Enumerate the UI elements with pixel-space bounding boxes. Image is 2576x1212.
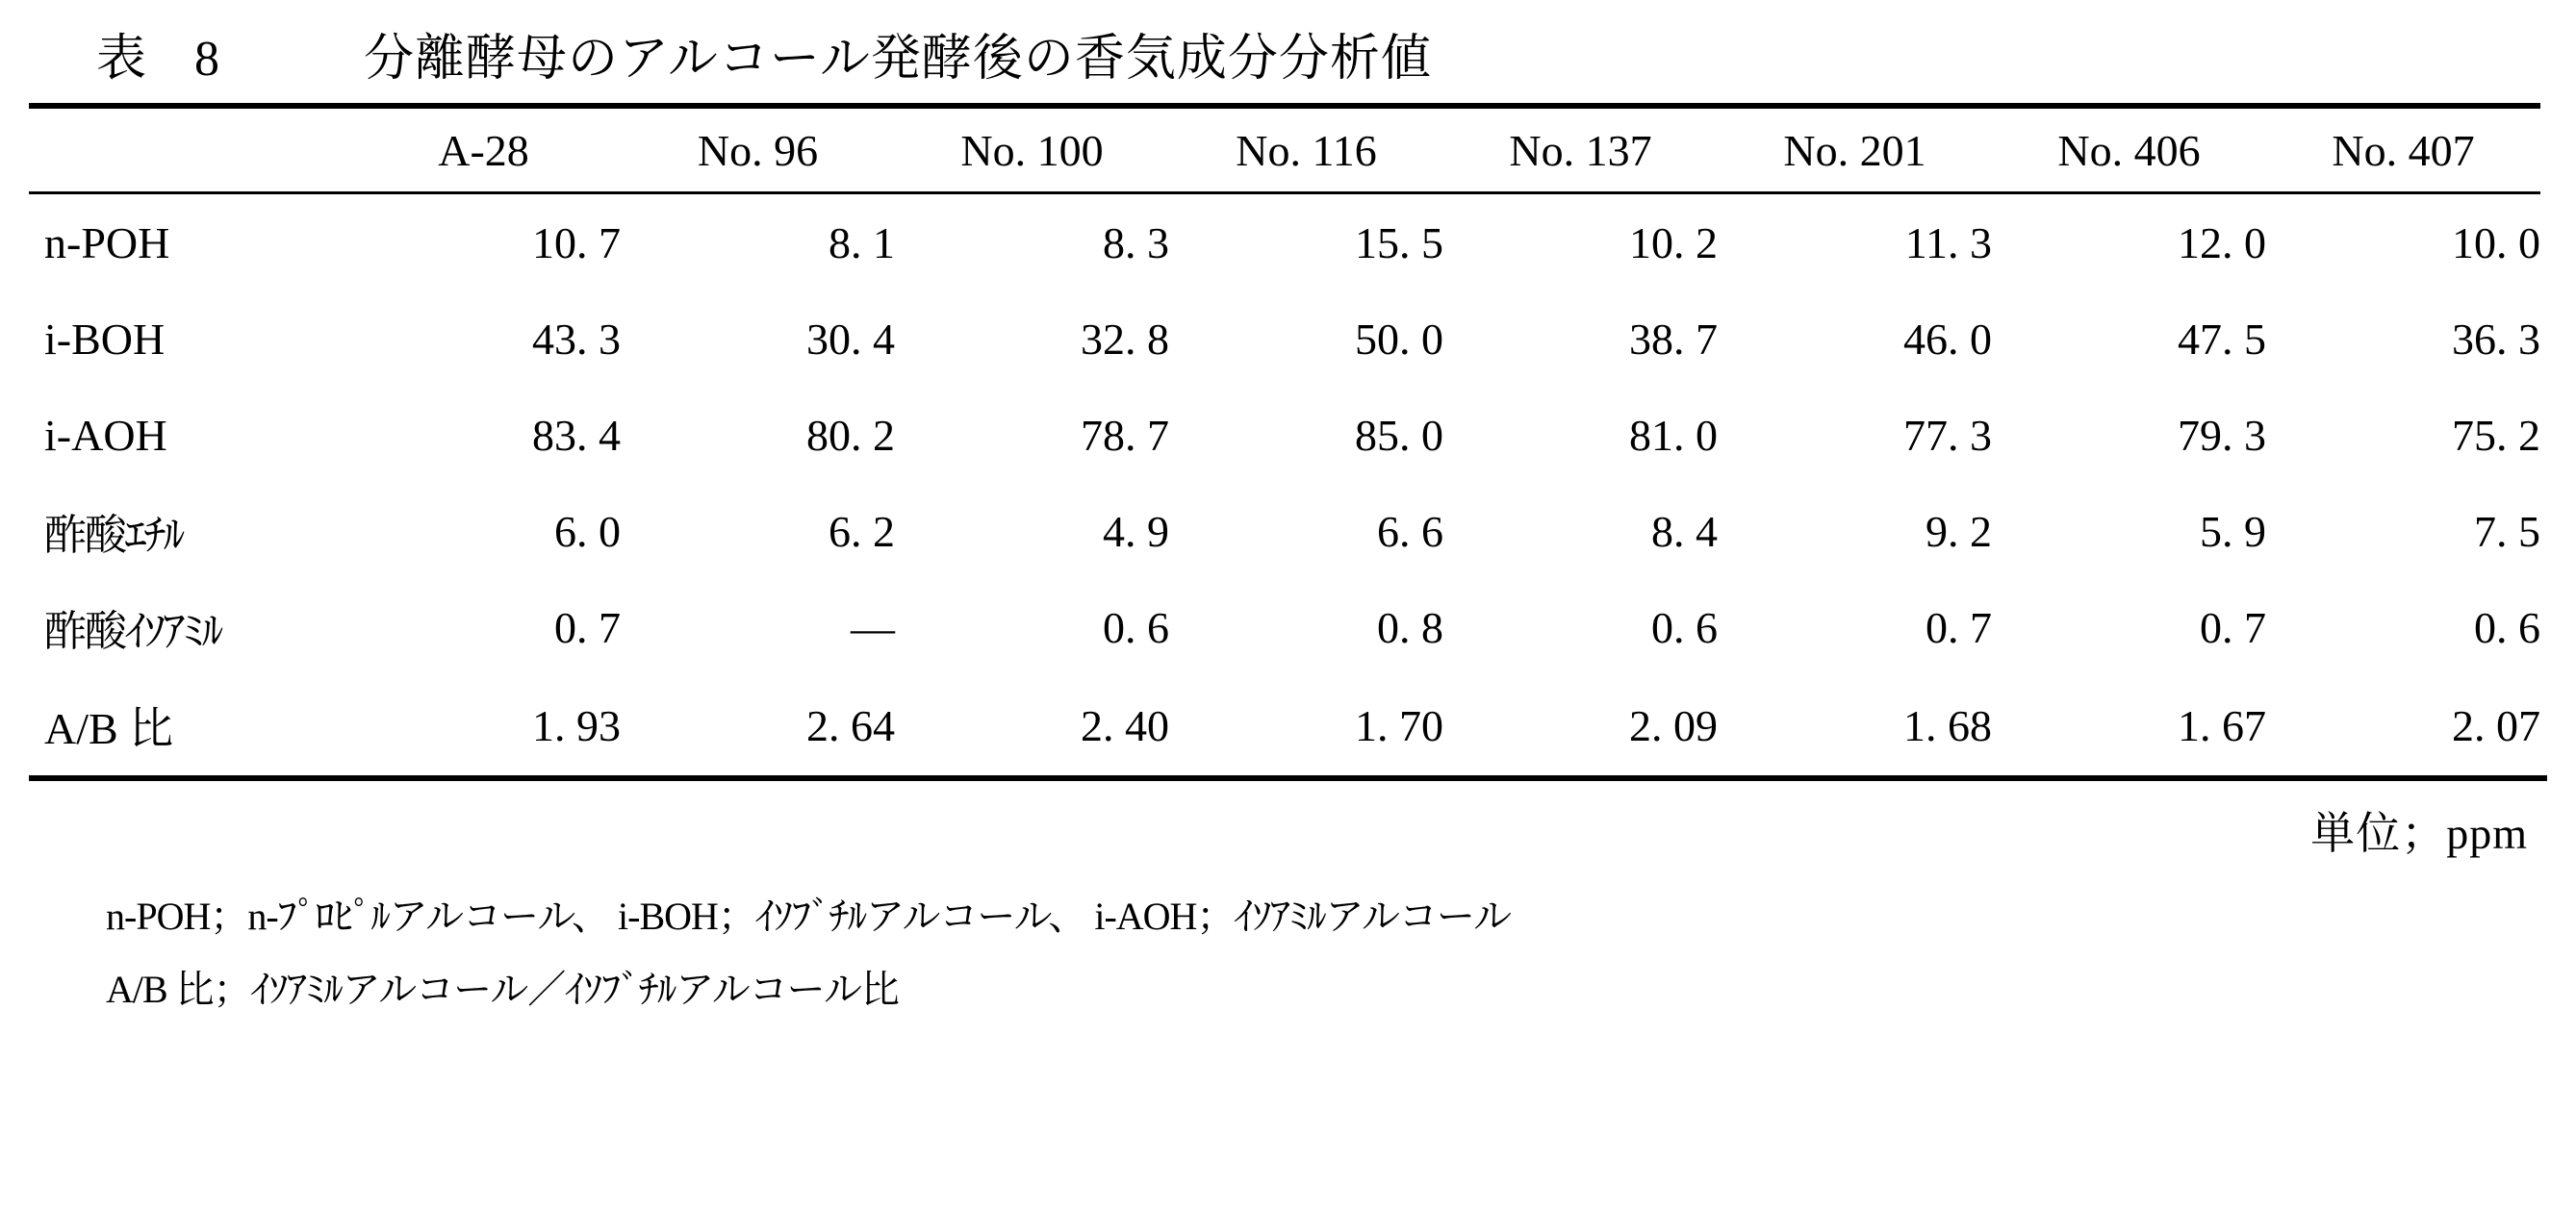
table-container xyxy=(29,103,2547,781)
cell: 10. 2 xyxy=(1629,217,1718,267)
cell: 6. 2 xyxy=(829,506,895,556)
table-row xyxy=(29,387,2540,483)
cell: 0. 6 xyxy=(1651,602,1718,652)
cell: 6. 0 xyxy=(554,506,621,556)
row-header-isoamyl-acetate: 酢酸ｲｿｱﾐﾙ xyxy=(44,608,221,655)
cell: 0. 6 xyxy=(1103,602,1169,652)
cell: 7. 5 xyxy=(2474,506,2540,556)
cell: 9. 2 xyxy=(1926,506,1992,556)
cell: 2. 09 xyxy=(1629,700,1718,750)
footnote-line: A/B 比；ｲｿｱﾐﾙアルコール／ｲｿﾌﾞﾁﾙアルコール比 xyxy=(106,968,899,1011)
cell: 46. 0 xyxy=(1903,314,1992,364)
footnotes xyxy=(106,887,2576,1020)
cell: 36. 3 xyxy=(2452,314,2540,364)
column-header-no137: No. 137 xyxy=(1509,125,1652,175)
cell: 85. 0 xyxy=(1355,410,1443,460)
cell: 0. 7 xyxy=(2200,602,2266,652)
cell: 0. 8 xyxy=(1377,602,1443,652)
cell: 0. 7 xyxy=(1926,602,1992,652)
row-header-i-aoh: i-AOH xyxy=(44,410,167,460)
row-header-n-poh: n-POH xyxy=(44,217,170,267)
cell: 0. 6 xyxy=(2474,602,2540,652)
cell: 81. 0 xyxy=(1629,410,1718,460)
table-row xyxy=(29,193,2540,291)
cell: 50. 0 xyxy=(1355,314,1443,364)
column-header-no100: No. 100 xyxy=(960,125,1104,175)
cell: 78. 7 xyxy=(1081,410,1169,460)
cell: 79. 3 xyxy=(2178,410,2266,460)
table-row xyxy=(29,579,2540,675)
cell: 4. 9 xyxy=(1103,506,1169,556)
cell: 75. 2 xyxy=(2452,410,2540,460)
table-row xyxy=(29,483,2540,579)
cell: 1. 67 xyxy=(2178,700,2266,750)
unit-note: 単位；ppm xyxy=(2310,809,2528,858)
cell: 12. 0 xyxy=(2178,217,2266,267)
table-row xyxy=(29,675,2540,775)
cell: 2. 64 xyxy=(806,700,895,750)
header-row xyxy=(29,106,2540,193)
column-header-no96: No. 96 xyxy=(697,125,819,175)
table-bottom-rule xyxy=(29,775,2547,781)
cell: 30. 4 xyxy=(806,314,895,364)
row-header-ab-ratio: A/B 比 xyxy=(44,704,174,753)
cell: 83. 4 xyxy=(532,410,621,460)
footnote-line: n-POH；n-ﾌﾟﾛﾋﾟﾙアルコール、 i-BOH；ｲｿﾌﾞﾁﾙアルコール、 i-AOH；ｲｿｱﾐﾙアルコール xyxy=(106,895,1512,938)
caption-number: 8 xyxy=(194,32,220,87)
cell: 5. 9 xyxy=(2200,506,2266,556)
cell: 11. 3 xyxy=(1904,217,1992,267)
caption-label: 表 xyxy=(96,32,149,87)
aroma-component-table xyxy=(29,103,2540,775)
column-header-no407: No. 407 xyxy=(2332,125,2475,175)
table-body xyxy=(29,193,2540,776)
column-header-no406: No. 406 xyxy=(2057,125,2201,175)
cell: 2. 07 xyxy=(2452,700,2540,750)
cell: 0. 7 xyxy=(554,602,621,652)
cell: 8. 1 xyxy=(829,217,895,267)
row-header-ethyl-acetate: 酢酸ｴﾁﾙ xyxy=(44,512,183,559)
column-header-blank xyxy=(29,106,346,193)
cell: 6. 6 xyxy=(1377,506,1443,556)
cell: 15. 5 xyxy=(1355,217,1443,267)
cell: 38. 7 xyxy=(1629,314,1718,364)
table-row xyxy=(29,290,2540,387)
cell: 8. 3 xyxy=(1103,217,1169,267)
column-header-a28: A-28 xyxy=(438,125,529,175)
table-header xyxy=(29,106,2540,193)
cell: 1. 68 xyxy=(1903,700,1992,750)
cell: 10. 7 xyxy=(532,217,621,267)
caption-text: 分離酵母のアルコール発酵後の香気成分分析値 xyxy=(364,32,1432,87)
cell: 2. 40 xyxy=(1081,700,1169,750)
cell: 77. 3 xyxy=(1903,410,1992,460)
cell: 80. 2 xyxy=(806,410,895,460)
cell: 43. 3 xyxy=(532,314,621,364)
table-caption xyxy=(96,0,2576,89)
cell: 1. 93 xyxy=(532,700,621,750)
column-header-no116: No. 116 xyxy=(1236,125,1377,175)
cell: 32. 8 xyxy=(1081,314,1169,364)
cell: 1. 70 xyxy=(1355,700,1443,750)
row-header-i-boh: i-BOH xyxy=(44,314,166,364)
cell: 8. 4 xyxy=(1651,506,1718,556)
cell: 47. 5 xyxy=(2178,314,2266,364)
column-header-no201: No. 201 xyxy=(1783,125,1926,175)
cell: 10. 0 xyxy=(2452,217,2540,267)
cell: — xyxy=(851,602,895,652)
